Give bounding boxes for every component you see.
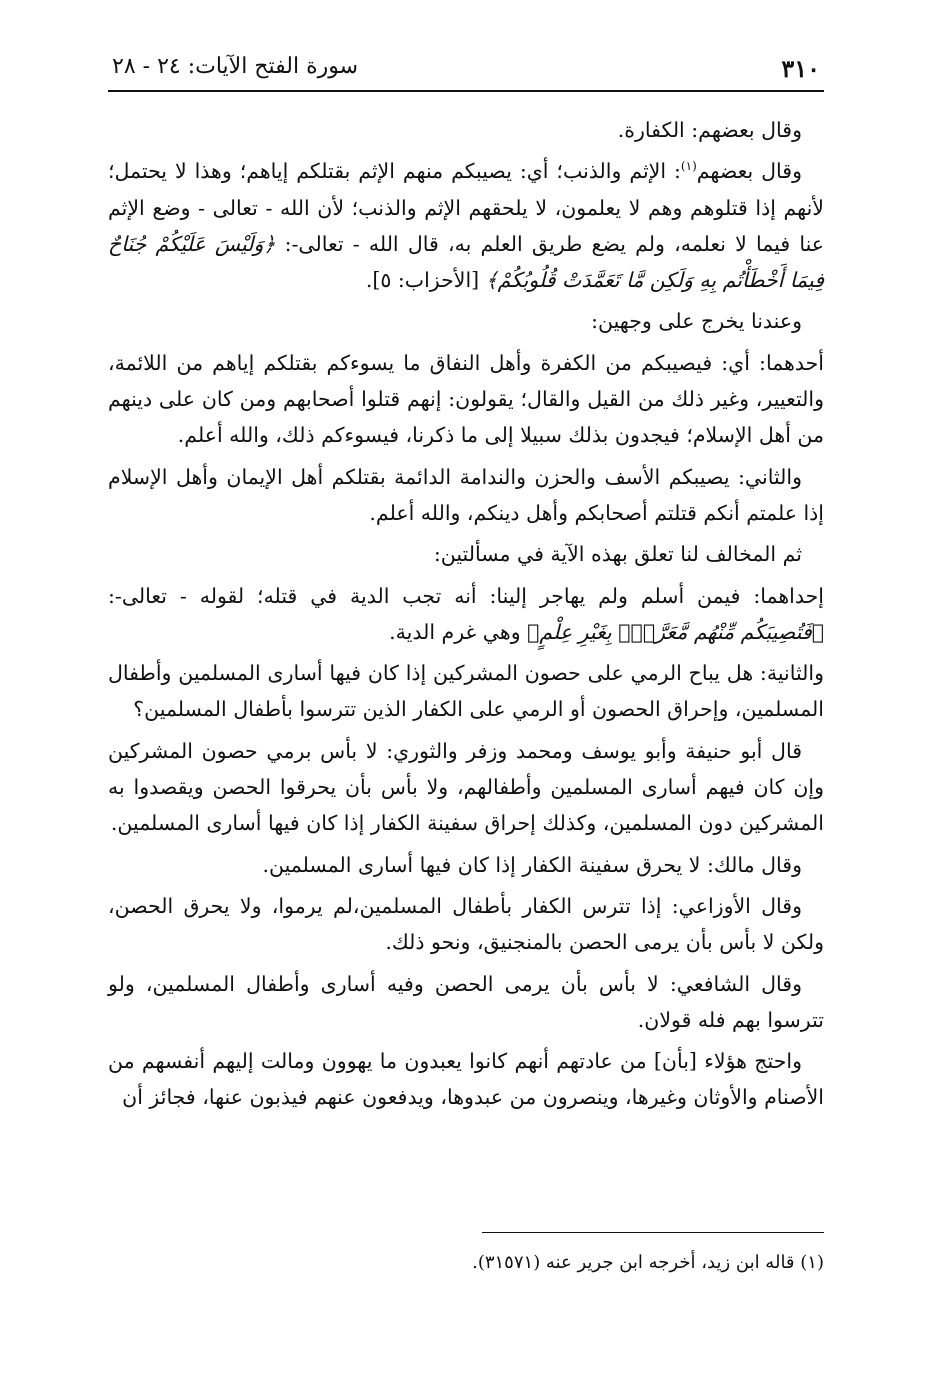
paragraph-text: أحدهما: أي: فيصيبكم من الكفرة وأهل النفاق ما يسوءكم بقتلكم إياهم من اللائمة، والتعيير، وغير ذلك من القيل والقال؛ يقولون: إنهم قتلوا أصحابهم ومن كان على دينهم من أهل الإسلام؛ فيجدون بذلك سبيلا إلى ما ذكرنا، فيسوءكم ذلك، والله أعلم. <box>108 350 824 448</box>
running-header <box>108 50 824 92</box>
paragraph-text: والثاني: يصيبكم الأسف والحزن والندامة الدائمة بقتلكم أهل الإيمان وأهل الإسلام إذا علمتم أنكم قتلتم أصحابكم وأهل دينكم، والله أعلم. <box>108 464 824 525</box>
paragraph-text: والثانية: هل يباح الرمي على حصون المشركين إذا كان فيها أسارى المسلمين وأطفال المسلمين، وإحراق الحصون أو الرمي على الكفار الذين تترسوا بأطفال المسلمين؟ <box>108 661 824 722</box>
paragraph-6 <box>108 536 824 572</box>
paragraph-text: وعندنا يخرج على وجهين: <box>591 309 802 334</box>
body-text <box>108 112 824 1116</box>
paragraph-text: واحتج هؤلاء [بأن] من عادتهم أنهم كانوا يعبدون ما يهوون ومالت إليهم أنفسهم من الأصنام والأوثان وغيرها، وينصرون من عبدوها، ويدفعون عنهم فيذبون عنها، فجائز أن <box>108 1049 824 1110</box>
paragraph-11 <box>108 888 824 961</box>
paragraph-text: قال أبو حنيفة وأبو يوسف ومحمد وزفر والثوري: لا بأس برمي حصون المشركين وإن كان فيهم أسارى المسلمين وأطفالهم، ولا بأس بأن يحرقوا الحصن ويقصدوا به المشركين دون المسلمين، وكذلك إحراق سفينة الكفار إذا كان فيها أسارى المسلمين. <box>108 738 824 836</box>
footnote <box>108 1248 824 1278</box>
paragraph-5 <box>108 459 824 532</box>
paragraph-2 <box>108 153 824 298</box>
paragraph-text: وهي غرم الدية. <box>389 619 528 644</box>
paragraph-text: إحداهما: فيمن أسلم ولم يهاجر إلينا: أنه تجب الدية في قتله؛ لقوله - تعالى-: <box>108 583 824 608</box>
paragraph-13 <box>108 1043 824 1116</box>
paragraph-text: وقال الشافعي: لا بأس بأن يرمى الحصن وفيه أسارى وأطفال المسلمين، ولو تترسوا بهم فله قولان. <box>108 971 824 1032</box>
header-title: سورة الفتح الآيات: ٢٤ - ٢٨ <box>112 54 359 79</box>
page-number: ٣١٠ <box>781 54 820 83</box>
paragraph-3 <box>108 303 824 339</box>
page <box>108 50 824 1273</box>
footnote-reference: (١) <box>680 159 697 174</box>
footnote-divider <box>482 1232 824 1233</box>
footnote-marker: (١) <box>800 1252 824 1273</box>
paragraph-text: ثم المخالف لنا تعلق بهذه الآية في مسألتين: <box>433 542 802 567</box>
paragraph-12 <box>108 966 824 1039</box>
paragraph-4 <box>108 345 824 454</box>
quran-citation: [الأحزاب: ٥]. <box>365 268 486 293</box>
footnote-text: قاله ابن زيد، أخرجه ابن جرير عنه (٣١٥٧١). <box>472 1252 795 1273</box>
paragraph-7 <box>108 578 824 651</box>
quran-quote: ﴿فَتُصِيبَكُم مِّنْهُم مَّعَرَّةٌۢ بِغَيْرِ عِلْمٍ﴾ <box>527 619 824 644</box>
paragraph-text: : الإثم والذنب؛ أي: يصيبكم منهم الإثم بقتلكم إياهم؛ وهذا لا يحتمل؛ لأنهم إذا قتلوهم وهم لا يعلمون، لا يلحقهم الإثم والذنب؛ لأن الله - تعالى - وضع الإثم عنا فيما لا نعلمه، ولم يضع طريق العلم به، قال الله - تعالى-: <box>108 159 824 256</box>
paragraph-1 <box>108 112 824 148</box>
quran-quote: ﴿وَلَيْسَ عَلَيْكُمْ جُنَاحٌ فِيمَا أَخْطَأْتُم بِهِ وَلَكِن مَّا تَعَمَّدَتْ قُلُوبُكُمْ﴾ <box>108 231 824 293</box>
paragraph-text: وقال الأوزاعي: إذا تترس الكفار بأطفال المسلمين،لم يرموا، ولا يحرق الحصن، ولكن لا بأس بأن يرمى الحصن بالمنجنيق، ونحو ذلك. <box>108 893 824 955</box>
paragraph-text: وقال بعضهم: الكفارة. <box>617 118 802 142</box>
paragraph-8 <box>108 655 824 728</box>
paragraph-text: وقال مالك: لا يحرق سفينة الكفار إذا كان فيها أسارى المسلمين. <box>262 852 802 877</box>
paragraph-9 <box>108 733 824 842</box>
paragraph-text: وقال بعضهم <box>696 159 802 184</box>
paragraph-10 <box>108 847 824 883</box>
